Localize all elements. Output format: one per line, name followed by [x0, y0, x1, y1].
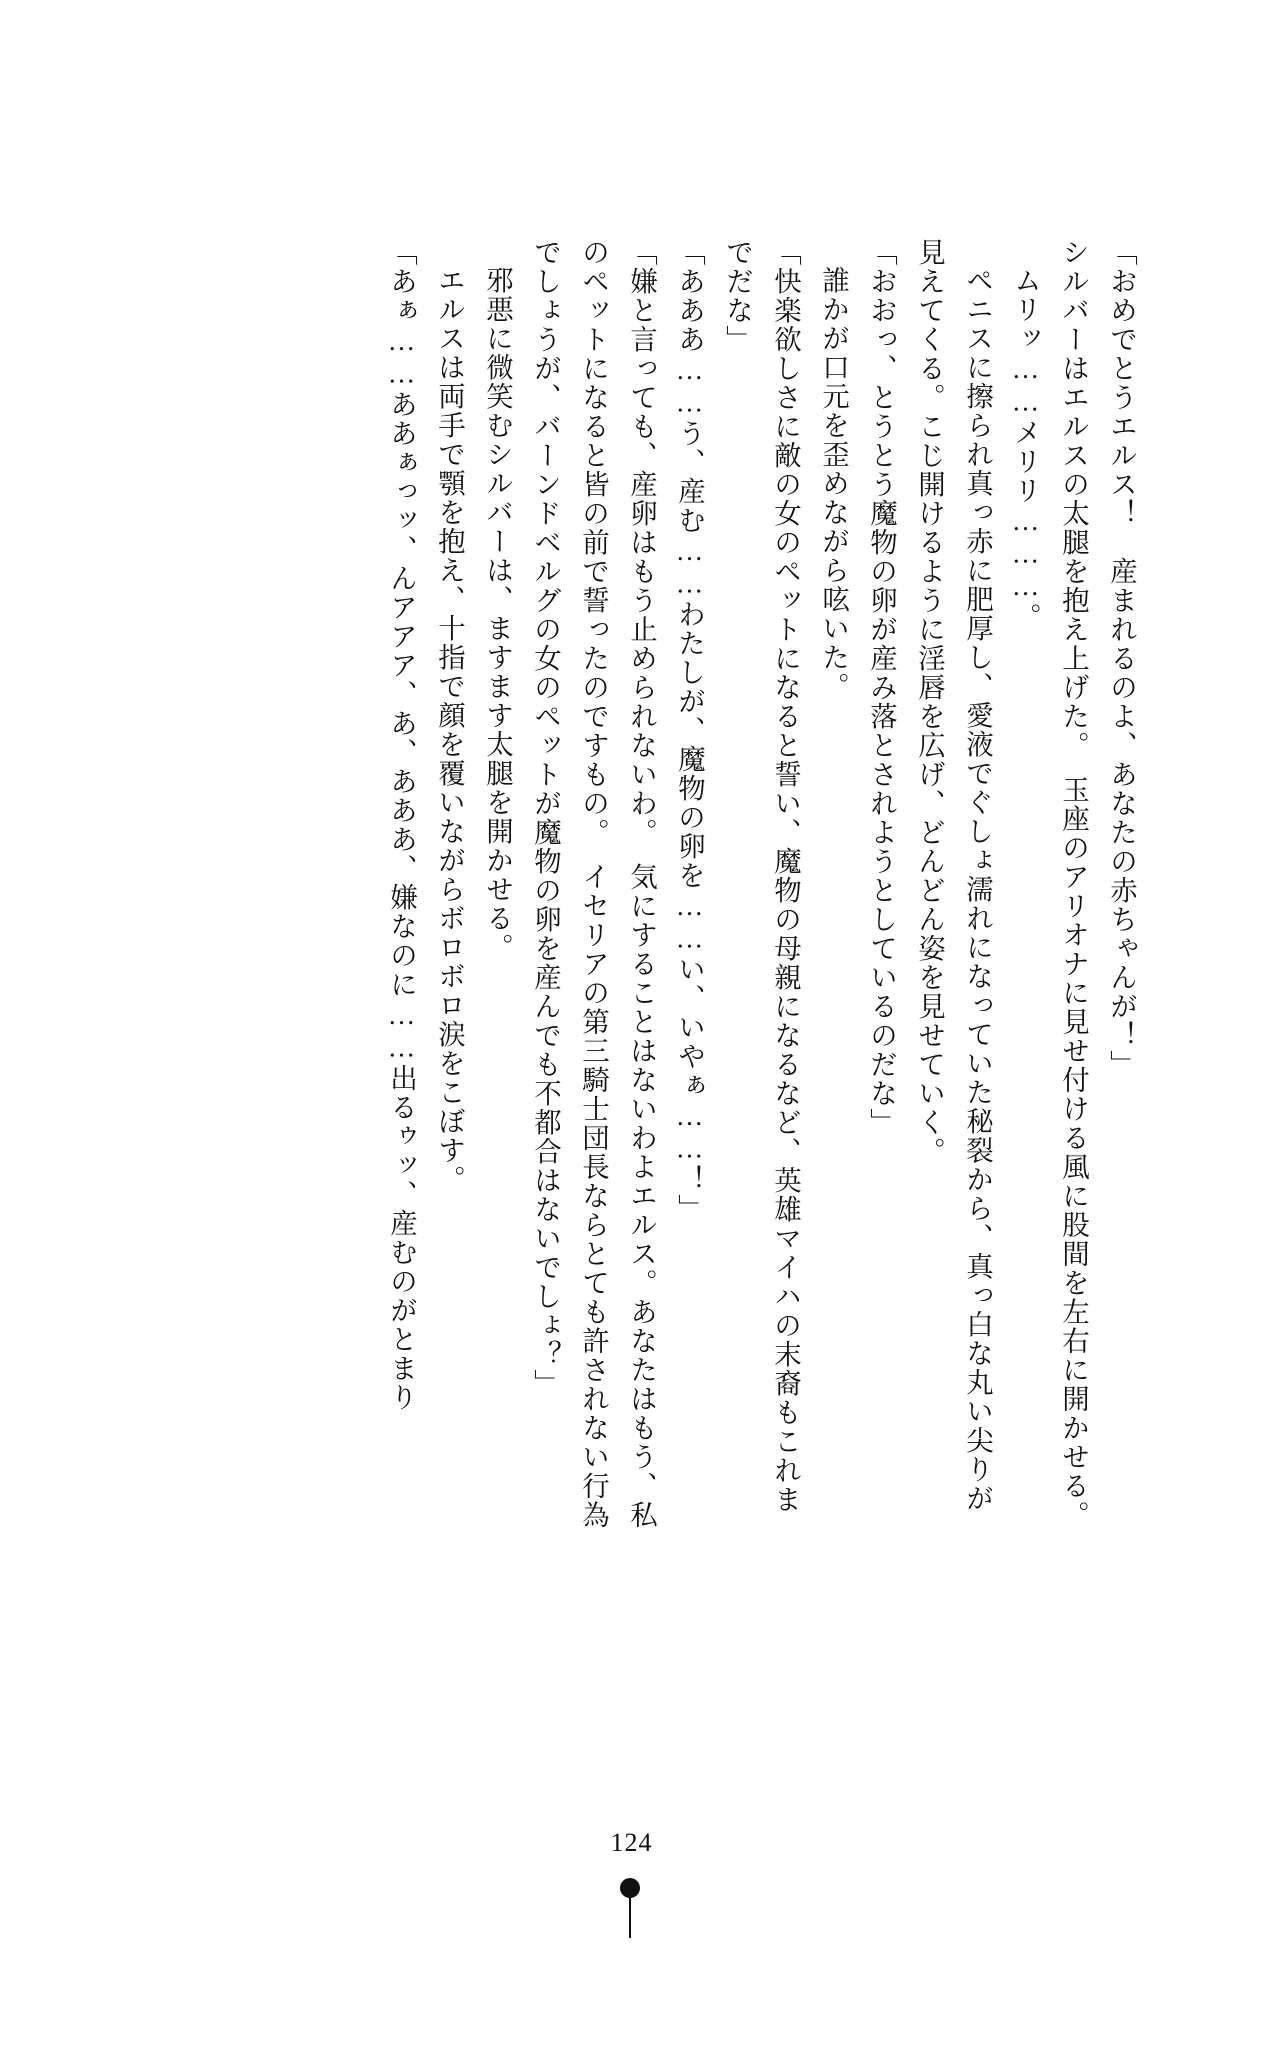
page-number: 124 [610, 1828, 653, 1857]
footer-dot-icon [620, 1878, 640, 1898]
footer-ornament-icon [602, 1878, 662, 1938]
page-body-text [245, 238, 1145, 1538]
paragraph: 「嫌と言っても、産卵はもう止められないわ。 気にすることはないわよエルス。あなたはもう、私のペットになると皆の前で誓ったのですもの。 イセリアの第三騎士団長ならとても許されない行為でしょうが、バーンドベルグの女のペットが魔物の卵を産んでも不都合はないでしょ？」 [530, 238, 657, 1530]
paragraph: 邪悪に微笑むシルバーは、ますます太腿を開かせる。 [482, 266, 513, 962]
paragraph: 誰かが口元を歪めながら呟いた。 [818, 266, 849, 701]
footer-stem-icon [629, 1896, 631, 1938]
paragraph: エルスは両手で顎を抱え、十指で顔を覆いながらボロボロ涙をこぼす。 [434, 266, 465, 1194]
paragraph: シルバーはエルスの太腿を抱え上げた。 玉座のアリオナに見せ付ける風に股間を左右に開かせる。 [1058, 238, 1089, 1530]
paragraph: 「快楽欲しさに敵の女のペットになると誓い、魔物の母親になるなど、英雄マイハの末裔もこれまでだな」 [722, 238, 801, 1514]
paragraph: 「おおっ、とうとう魔物の卵が産み落とされようとしているのだな」 [866, 238, 897, 1137]
paragraph: 「あああ……う、産む……わたしが、魔物の卵を……い、いやぁ……！」 [674, 238, 705, 1223]
paragraph: 「あぁ……ああぁっッ、んアアア、あ、あああ、嫌なのに……出るゥッ、産むのがとまり [386, 238, 417, 1412]
paragraph: ムリッ……メリリ………。 [1010, 266, 1041, 632]
paragraph: ペニスに擦られ真っ赤に肥厚し、愛液でぐしょ濡れになっていた秘裂から、真っ白な丸い尖りが見えてくる。こじ開けるように淫唇を広げ、どんどん姿を見せていく。 [914, 238, 993, 1513]
paragraph: 「おめでとうエルス！ 産まれるのよ、あなたの赤ちゃんが！」 [1106, 238, 1137, 1079]
